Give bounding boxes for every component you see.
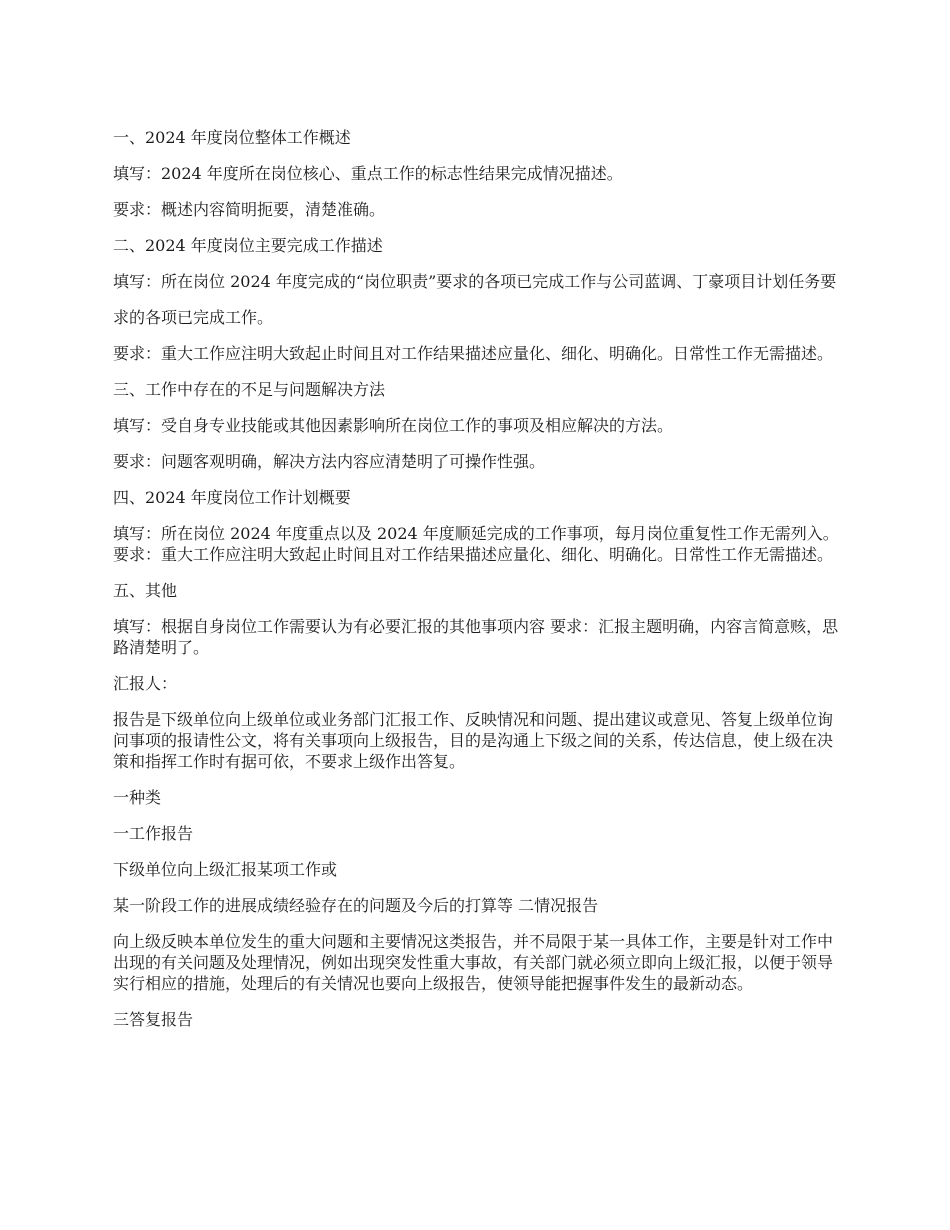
section-heading-1: 一、2024 年度岗位整体工作概述 — [113, 128, 351, 147]
document-body — [113, 127, 843, 1045]
situation-report-text: 向上级反映本单位发生的重大问题和主要情况这类报告，并不局限于某一具体工作，主要是针对工作中出现的有关问题及处理情况，例如出现突发性重大事故，有关部门就必须立即向上级汇报，以便于领导实行相应的措施，处理后的有关情况也要向上级报告，使领导能把握事件发生的最新动态。 — [113, 932, 834, 993]
fill-instruction-1: 填写：2024 年度所在岗位核心、重点工作的标志性结果完成情况描述。 — [113, 164, 623, 183]
reporter-label: 汇报人： — [113, 674, 178, 693]
requirement-1: 要求：概述内容简明扼要，清楚准确。 — [113, 200, 386, 219]
work-report-text-continued: 某一阶段工作的进展成绩经验存在的问题及今后的打算等 二情况报告 — [113, 896, 599, 915]
fill-instruction-2-continued: 求的各项已完成工作。 — [113, 308, 274, 327]
section-heading-2: 二、2024 年度岗位主要完成工作描述 — [113, 236, 383, 255]
work-report-text: 下级单位向上级汇报某项工作或 — [113, 860, 338, 879]
requirement-2: 要求：重大工作应注明大致起止时间且对工作结果描述应量化、细化、明确化。日常性工作无需描述。 — [113, 344, 834, 363]
fill-instruction-2: 填写：所在岗位 2024 年度完成的“岗位职责”要求的各项已完成工作与公司蓝调、丁豪项目计划任务要 — [113, 272, 837, 291]
section-heading-4: 四、2024 年度岗位工作计划概要 — [113, 488, 351, 507]
requirement-3: 要求：问题客观明确，解决方法内容应清楚明了可操作性强。 — [113, 452, 546, 471]
section-heading-5: 五、其他 — [113, 581, 178, 600]
section-heading-3: 三、工作中存在的不足与问题解决方法 — [113, 380, 386, 399]
types-heading: 一种类 — [113, 788, 162, 807]
fill-instruction-5: 填写：根据自身岗位工作需要认为有必要汇报的其他事项内容 要求：汇报主题明确，内容言简意赅，思路清楚明了。 — [113, 617, 839, 657]
reply-report-heading: 三答复报告 — [113, 1010, 194, 1029]
fill-instruction-4: 填写：所在岗位 2024 年度重点以及 2024 年度顺延完成的工作事项，每月岗位重复性工作无需列入。 要求：重大工作应注明大致起止时间且对工作结果描述应量化、细化、明确化。日常性工作无需描述。 — [113, 524, 839, 564]
fill-instruction-3: 填写：受自身专业技能或其他因素影响所在岗位工作的事项及相应解决的方法。 — [113, 416, 674, 435]
work-report-heading: 一工作报告 — [113, 824, 194, 843]
report-definition: 报告是下级单位向上级单位或业务部门汇报工作、反映情况和问题、提出建议或意见、答复上级单位询问事项的报请性公文，将有关事项向上级报告，目的是沟通上下级之间的关系，传达信息，使上级在决策和指挥工作时有据可依，不要求上级作出答复。 — [113, 710, 834, 771]
